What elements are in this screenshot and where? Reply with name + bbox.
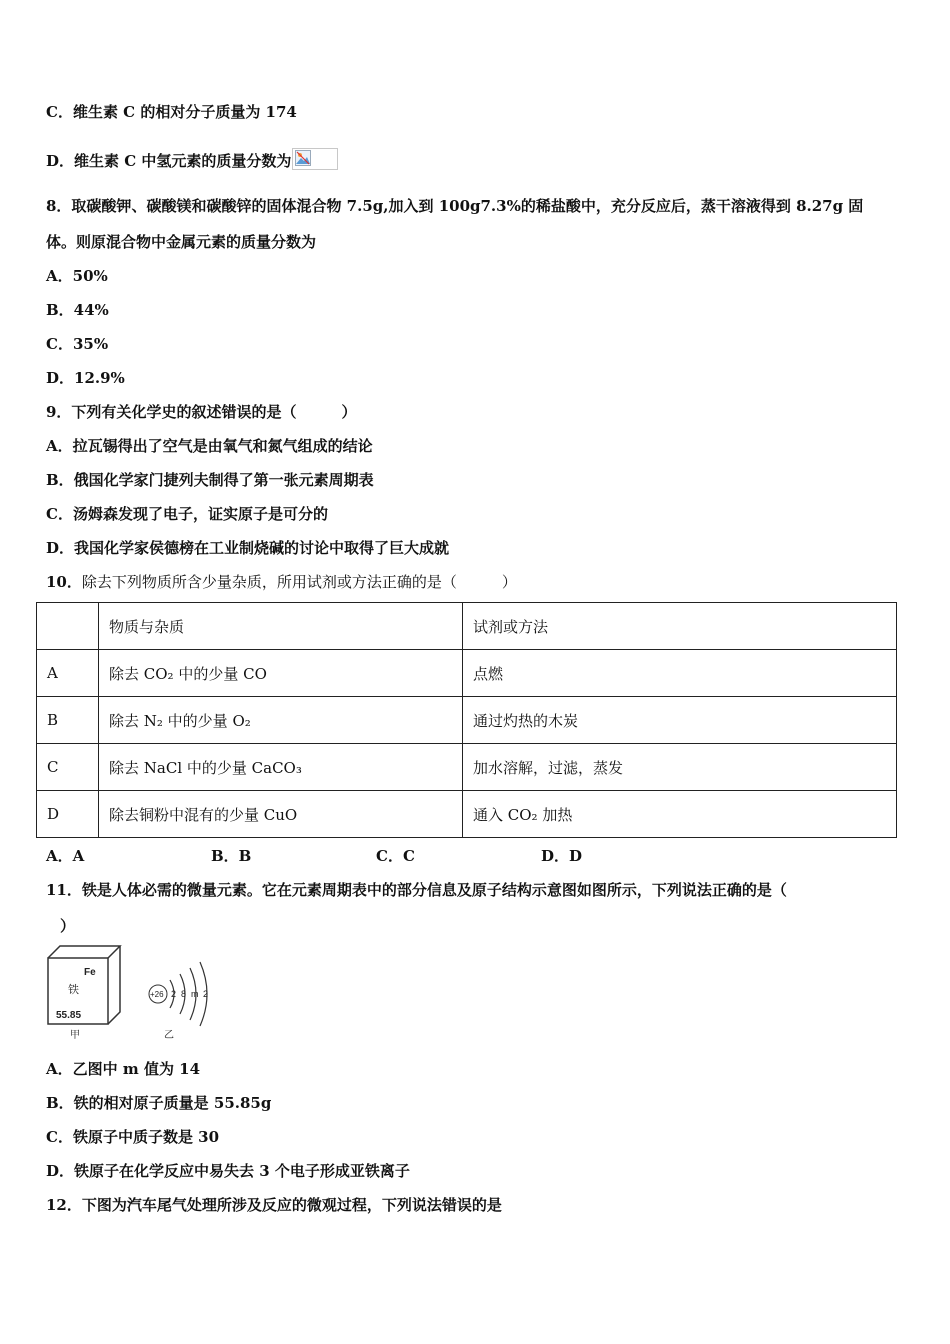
element-mass: 55.85 — [56, 1010, 82, 1021]
q7-option-d-text: D．维生素 C 中氢元素的质量分数为 — [46, 152, 292, 170]
q8-stem-line2: 体。则原混合物中金属元素的质量分数为 — [46, 233, 317, 251]
table-cell: B — [37, 697, 99, 744]
q9-option-c: C．汤姆森发现了电子，证实原子是可分的 — [46, 505, 328, 523]
q8-option-a: A．50% — [46, 267, 108, 285]
table-cell: 通入 CO₂ 加热 — [463, 791, 897, 838]
table-row — [37, 697, 897, 744]
q10-stem-text: 除去下列物质所含少量杂质，所用试剂或方法正确的是（ ） — [81, 573, 517, 591]
table-row — [37, 791, 897, 838]
q9-option-d: D．我国化学家侯德榜在工业制烧碱的讨论中取得了巨大成就 — [46, 539, 450, 557]
table-header-cell: 物质与杂质 — [99, 603, 463, 650]
atomic-structure-diagram — [149, 962, 208, 1026]
table-cell: 通过灼热的木炭 — [463, 697, 897, 744]
element-name: 铁 — [68, 984, 79, 996]
shell-electrons: 2 — [171, 989, 177, 999]
q11-option-c: C．铁原子中质子数是 30 — [46, 1128, 220, 1146]
table-cell: A — [37, 650, 99, 697]
q7-option-d — [46, 148, 338, 171]
table-cell: 点燃 — [463, 650, 897, 697]
figure-caption-yi: 乙 — [164, 1030, 174, 1041]
q10-answer-c: C．C — [376, 847, 415, 865]
q11-option-a: A．乙图中 m 值为 14 — [46, 1060, 201, 1078]
nucleus-charge: +26 — [150, 990, 164, 999]
table-row — [37, 744, 897, 791]
table-cell: 加水溶解，过滤，蒸发 — [463, 744, 897, 791]
table-cell: 除去铜粉中混有的少量 CuO — [99, 791, 463, 838]
q10-number: 10． — [46, 573, 82, 591]
table-header-row — [37, 603, 897, 650]
shell-electrons: 2 — [203, 989, 209, 999]
q12-stem: 12．下图为汽车尾气处理所涉及反应的微观过程，下列说法错误的是 — [46, 1196, 502, 1214]
q11-stem-line2: ） — [60, 917, 76, 935]
q8-option-d: D．12.9% — [46, 369, 125, 387]
iron-element-figure — [44, 944, 224, 1044]
q11-option-b: B．铁的相对原子质量是 55.85g — [46, 1094, 272, 1112]
q10-stem — [46, 572, 517, 592]
q11-stem-line1: 11．铁是人体必需的微量元素。它在元素周期表中的部分信息及原子结构示意图如图所示，下列说法正确的是（ — [46, 881, 787, 899]
q10-answer-a: A．A — [46, 847, 85, 865]
table-cell: 除去 N₂ 中的少量 O₂ — [99, 697, 463, 744]
table-header-cell: 试剂或方法 — [463, 603, 897, 650]
q8-stem-line1: 8．取碳酸钾、碳酸镁和碳酸锌的固体混合物 7.5g,加入到 100g7.3%的稀盐酸中，充分反应后，蒸干溶液得到 8.27g 固 — [46, 197, 864, 215]
figure-caption-jia: 甲 — [70, 1030, 80, 1041]
table-cell: D — [37, 791, 99, 838]
q11-option-d: D．铁原子在化学反应中易失去 3 个电子形成亚铁离子 — [46, 1162, 410, 1180]
table-cell: C — [37, 744, 99, 791]
q10-answer-b: B．B — [211, 847, 252, 865]
q9-stem: 9．下列有关化学史的叙述错误的是（ ） — [46, 403, 357, 421]
q8-option-c: C．35% — [46, 335, 109, 353]
q10-answer-d: D．D — [541, 847, 583, 865]
broken-image-icon — [292, 148, 338, 170]
shell-electrons: m — [191, 989, 199, 999]
table-cell: 除去 NaCl 中的少量 CaCO₃ — [99, 744, 463, 791]
element-symbol: Fe — [84, 967, 96, 978]
q9-option-b: B．俄国化学家门捷列夫制得了第一张元素周期表 — [46, 471, 374, 489]
q7-option-c: C．维生素 C 的相对分子质量为 174 — [46, 103, 297, 121]
shell-electrons: 8 — [181, 989, 187, 999]
table-cell: 除去 CO₂ 中的少量 CO — [99, 650, 463, 697]
q10-options-table — [36, 602, 897, 838]
table-header-cell — [37, 603, 99, 650]
q8-option-b: B．44% — [46, 301, 109, 319]
table-row — [37, 650, 897, 697]
q9-option-a: A．拉瓦锡得出了空气是由氧气和氮气组成的结论 — [46, 437, 373, 455]
